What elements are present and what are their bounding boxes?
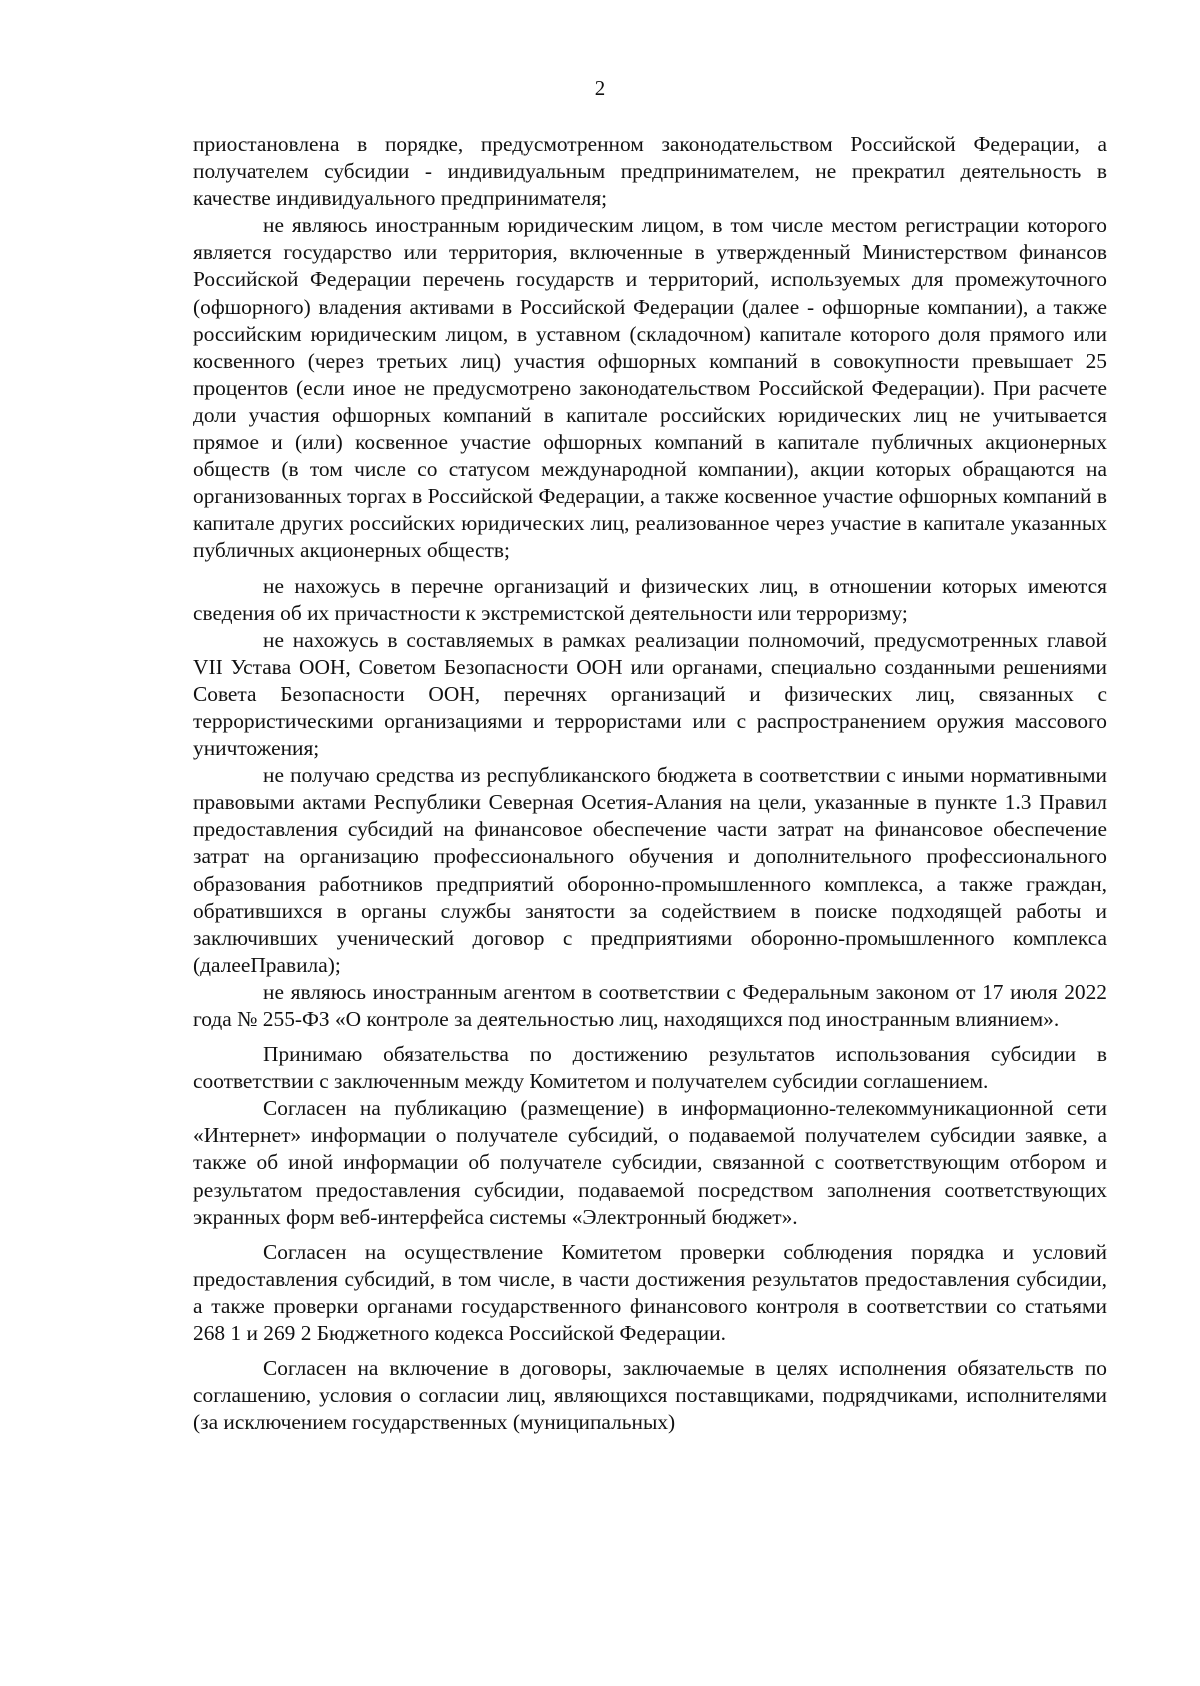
paragraph-inspection-consent: Согласен на осуществление Комитетом проверки соблюдения порядка и условий предоставления субсидий, в том числе, в части достижения результатов предоставления субсидии, а также проверки органами государственного финансового контроля в соответствии со статьями 268 1 и 269 2 Бюджетного кодекса Российской Федерации. (193, 1239, 1107, 1346)
paragraph-un-sanctions: не нахожусь в составляемых в рамках реализации полномочий, предусмотренных главой VII Устава ООН, Советом Безопасности ООН или органами, специально созданными решениями Совета Безопасности ООН, перечнях организаций и физических лиц, связанных с террористическими организациями и террористами или с распространением оружия массового уничтожения; (193, 627, 1107, 761)
paragraph-obligations: Принимаю обязательства по достижению результатов использования субсидии в соответствии с заключенным между Комитетом и получателем субсидии соглашением. (193, 1042, 1107, 1094)
paragraph-publication-consent: Согласен на публикацию (размещение) в информационно-телекоммуникационной сети «Интернет» информации о получателе субсидий, о подаваемой получателем субсидии заявке, а также об иной информации об получателе субсидии, связанной с соответствующим отбором и результатом предоставления субсидии, подаваемой посредством заполнения соответствующих экранных форм веб-интерфейса системы «Электронный бюджет». (193, 1096, 1107, 1229)
paragraph-offshore-status: не являюсь иностранным юридическим лицом, в том числе местом регистрации которого является государство или территория, включенные в утвержденный Министерством финансов Российской Федерации перечень государств и территорий, используемых для промежуточного (офшорного) владения активами в Российской Федерации (далее - офшорные компании), а также российским юридическим лицом, в уставном (складочном) капитале которого доля прямого или косвенного (через третьих лиц) участия офшорных компаний в совокупности превышает 25 процентов (если иное не предусмотрено законодательством Российской Федерации). При расчете доли участия офшорных компаний в капитале российских юридических лиц не учитывается прямое и (или) косвенное участие офшорных компаний в капитале публичных акционерных обществ (в том числе со статусом международной компании), акции которых обращаются на организованных торгах в Российской Федерации, а также косвенное участие офшорных компаний в капитале других российских юридических лиц, реализованное через участие в капитале указанных публичных акционерных обществ; (193, 213, 1107, 563)
paragraph-budget-funds: не получаю средства из республиканского бюджета в соответствии с иными нормативными правовыми актами Республики Северная Осетия-Алания на цели, указанные в пункте 1.3 Правил предоставления субсидий на финансовое обеспечение части затрат на финансовое обеспечение затрат на организацию профессионального обучения и дополнительного профессионального образования работников предприятий оборонно-промышленного комплекса, а также граждан, обратившихся в органы службы занятости за содействием в поиске подходящей работы и заключивших ученический договор с предприятиями оборонно-промышленного комплекса (далееПравила); (193, 763, 1107, 977)
paragraph-foreign-agent: не являюсь иностранным агентом в соответствии с Федеральным законом от 17 июля 2022 года № 255-ФЗ «О контроле за деятельностью лиц, находящихся под иностранным влиянием». (193, 979, 1107, 1031)
page-number: 2 (594, 76, 606, 100)
paragraph-continuation: приостановлена в порядке, предусмотренном законодательством Российской Федерации, а получателем субсидии - индивидуальным предпринимателем, не прекратил деятельность в качестве индивидуального предпринимателя; (193, 132, 1107, 211)
document-body (193, 131, 1107, 1436)
paragraph-contracts-consent: Согласен на включение в договоры, заключаемые в целях исполнения обязательств по соглашению, условия о согласии лиц, являющихся поставщиками, подрядчиками, исполнителями (за исключением государственных (муниципальных) (193, 1356, 1107, 1435)
paragraph-extremism-list: не нахожусь в перечне организаций и физических лиц, в отношении которых имеются сведения об их причастности к экстремистской деятельности или терроризму; (193, 573, 1107, 625)
